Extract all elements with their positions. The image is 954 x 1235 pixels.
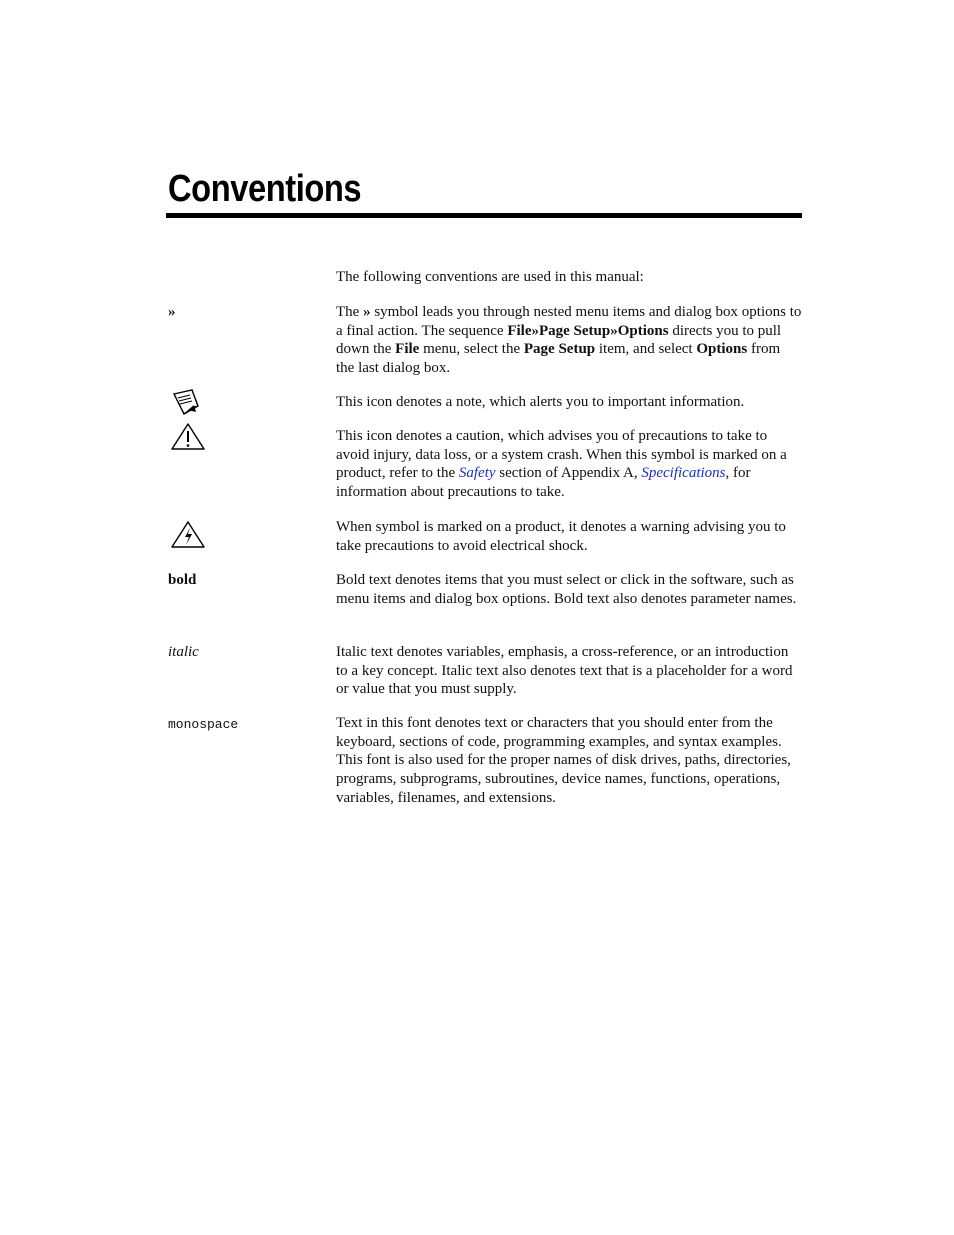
monospace-description: Text in this font denotes text or characters that you should enter from the keyboard, sections of code, programming examples, and syntax examples. This font is also used for the proper names of disk drives, paths, directories, programs, subprograms, subroutines, device names, functions, operations, variables, filenames, and extensions. (336, 715, 791, 806)
italic-description: Italic text denotes variables, emphasis, a cross-reference, or an introduction to a key concept. Italic text also denotes text that is a placeholder for a word or value that you must supply. (336, 644, 793, 698)
specifications-link[interactable]: Specifications (641, 465, 726, 482)
nav-symbol-term: » (168, 304, 176, 320)
intro-text: The following conventions are used in this manual: (336, 269, 644, 285)
safety-link[interactable]: Safety (458, 465, 496, 482)
caution-description: This icon denotes a caution, which advises you of precautions to take to avoid injury, data loss, or a system crash. When this symbol is marked on a product, refer to the Safety section of Appendix A, Specifications, for information about precautions to take. (336, 428, 787, 501)
monospace-term: monospace (168, 717, 239, 732)
shock-description: When symbol is marked on a product, it denotes a warning advising you to take precautions to avoid electrical shock. (336, 519, 786, 554)
electrical-shock-icon (170, 519, 206, 554)
caution-icon (170, 421, 206, 456)
note-description: This icon denotes a note, which alerts you to important information. (336, 394, 745, 410)
bold-term: bold (168, 572, 197, 588)
nav-symbol-description: The » symbol leads you through nested menu items and dialog box options to a final action. The sequence File»Page Setup»Options directs you to pull down the File menu, select the Page Setup item, and select Options from the last dialog box. (336, 304, 802, 377)
bold-description: Bold text denotes items that you must select or click in the software, such as menu items and dialog box options. Bold text also denotes parameter names. (336, 572, 797, 607)
title-rule (166, 213, 802, 218)
note-icon (170, 388, 206, 421)
italic-term: italic (168, 644, 199, 660)
page-title: Conventions (168, 168, 362, 210)
